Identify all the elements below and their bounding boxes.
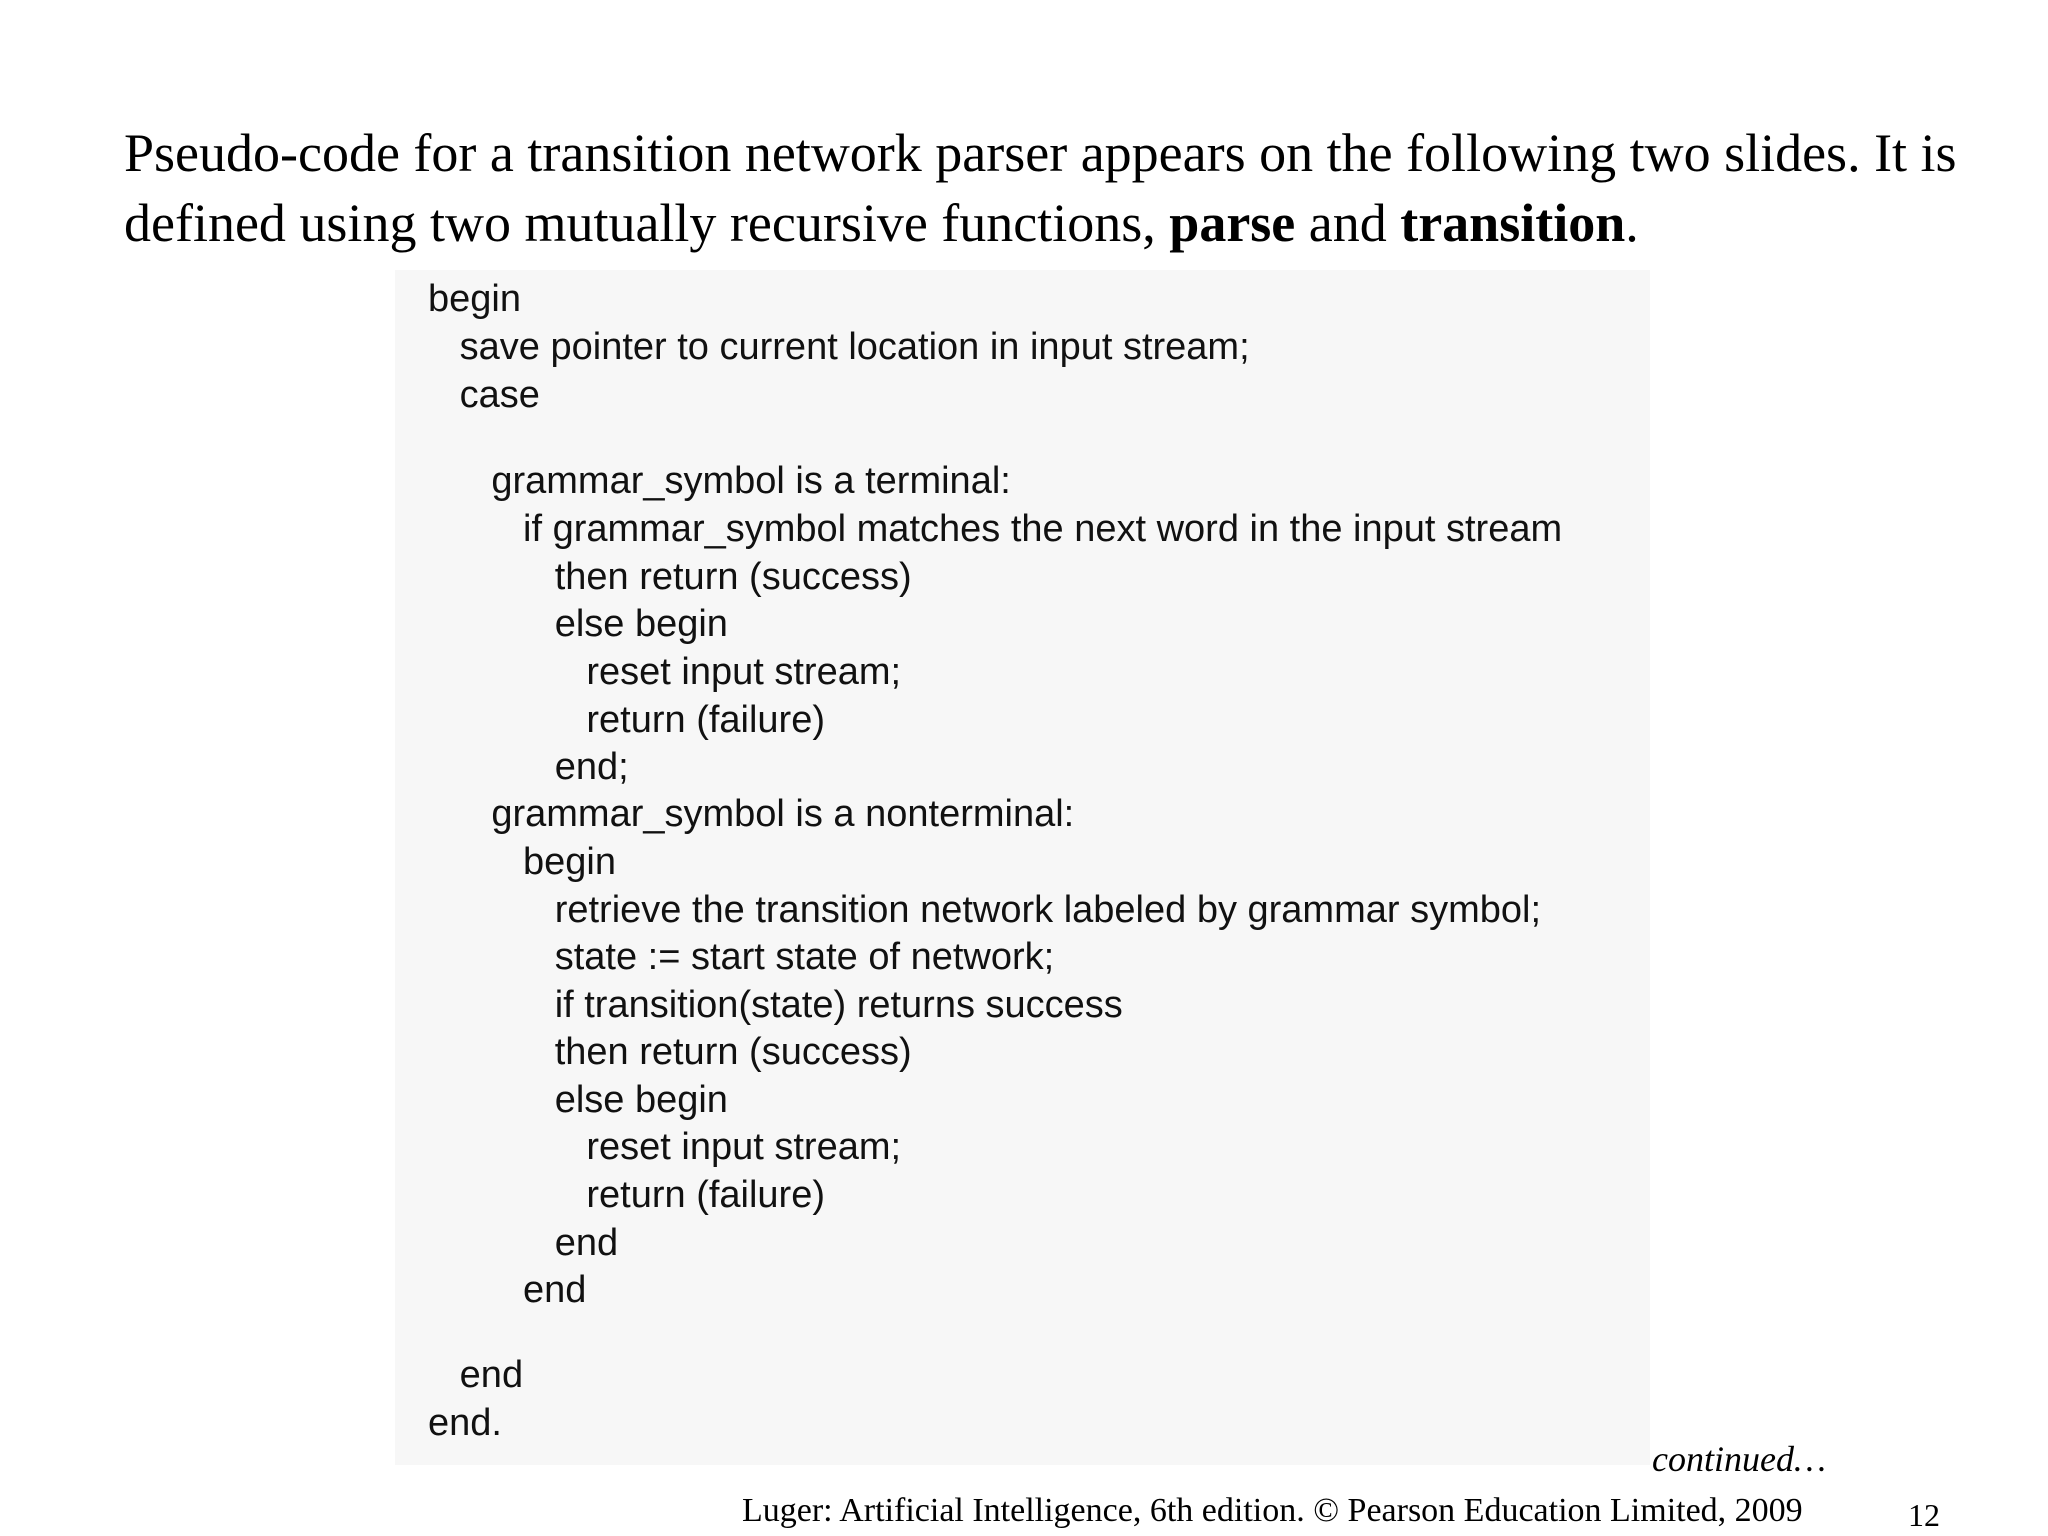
- intro-text-part3: .: [1625, 193, 1639, 253]
- code-line: then return (success): [428, 556, 912, 598]
- intro-paragraph: [124, 118, 2024, 258]
- code-line: reset input stream;: [428, 1126, 902, 1168]
- code-line: case: [428, 374, 540, 416]
- intro-term-parse: parse: [1169, 193, 1296, 253]
- code-line: state := start state of network;: [428, 936, 1055, 978]
- code-line: end: [428, 1269, 587, 1311]
- code-line: return (failure): [428, 699, 825, 741]
- code-line: retrieve the transition network labeled by grammar symbol;: [428, 889, 1542, 931]
- code-line: if grammar_symbol matches the next word in the input stream: [428, 508, 1563, 550]
- code-line: save pointer to current location in input stream;: [428, 326, 1250, 368]
- code-line: else begin: [428, 603, 728, 645]
- intro-term-transition: transition: [1400, 193, 1626, 253]
- code-line: then return (success): [428, 1031, 912, 1073]
- intro-text-part1: Pseudo-code for a transition network parser appears on the following two slides. It is defined using two mutually recursive functions,: [124, 123, 1957, 253]
- page-number: 12: [1908, 1497, 1940, 1533]
- code-line: begin: [428, 841, 616, 883]
- intro-text-part2: and: [1295, 193, 1401, 253]
- footer-citation: Luger: Artificial Intelligence, 6th edition. © Pearson Education Limited, 2009: [742, 1492, 1803, 1529]
- code-line: else begin: [428, 1079, 728, 1121]
- code-line: if transition(state) returns success: [428, 984, 1123, 1026]
- code-line: end: [428, 1354, 524, 1396]
- code-line: reset input stream;: [428, 651, 902, 693]
- pseudo-code-panel: [395, 270, 1650, 1465]
- code-line: begin: [428, 278, 521, 320]
- code-line: grammar_symbol is a terminal:: [428, 460, 1011, 502]
- code-line: return (failure): [428, 1174, 825, 1216]
- code-line: end.: [428, 1402, 502, 1444]
- code-line: end: [428, 1222, 619, 1264]
- code-line: grammar_symbol is a nonterminal:: [428, 793, 1075, 835]
- code-line: end;: [428, 746, 629, 788]
- continued-note: continued…: [1652, 1439, 1826, 1479]
